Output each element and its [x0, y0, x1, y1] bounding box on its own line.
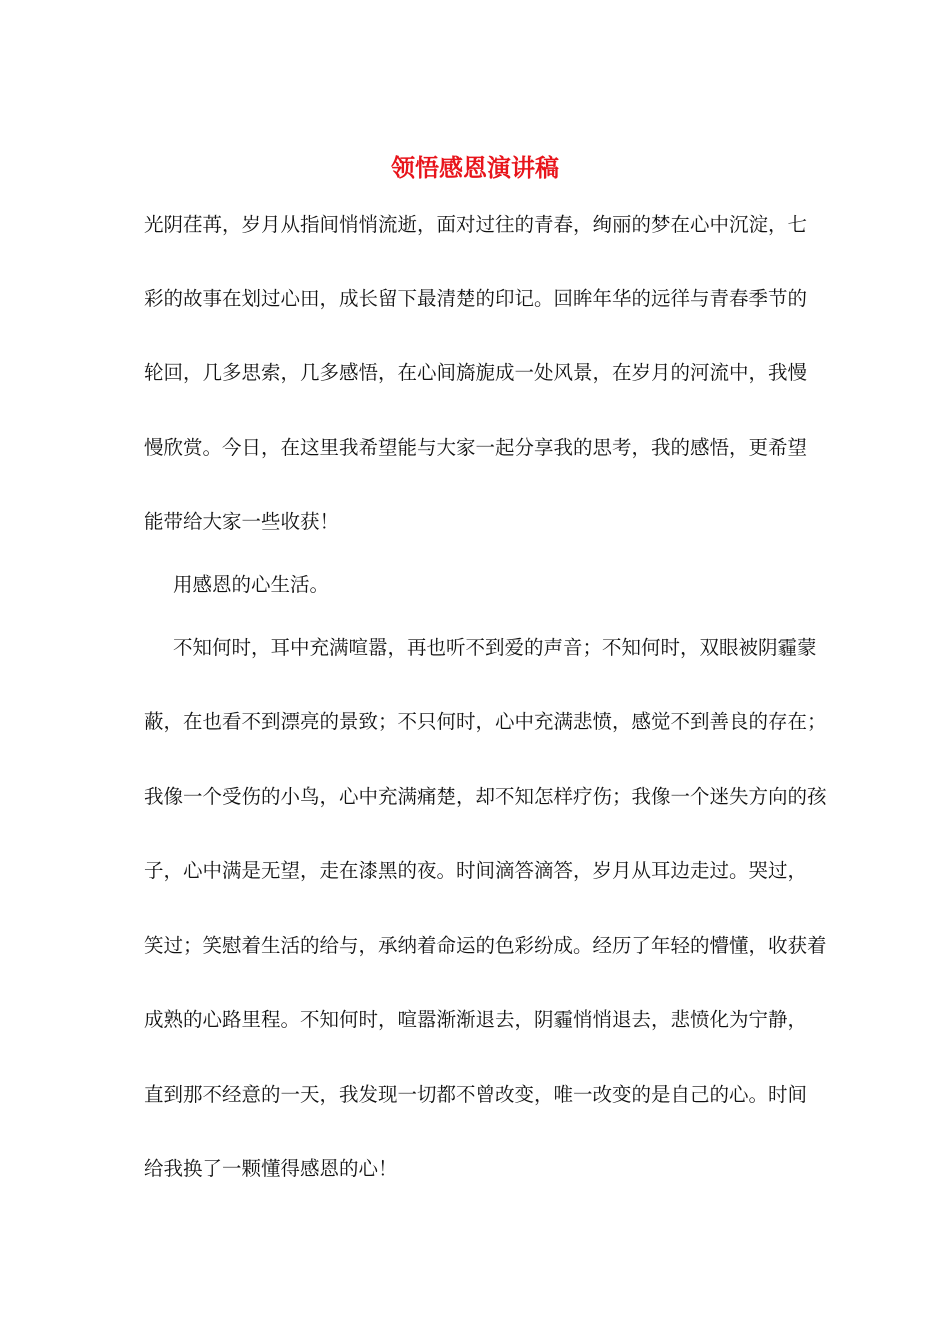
text-line: 轮回，几多思索，几多感悟，在心间旖旎成一处风景，在岁月的河流中，我慢 [144, 361, 808, 384]
text-line: 子，心中满是无望，走在漆黑的夜。时间滴答滴答，岁月从耳边走过。哭过， [144, 859, 808, 882]
text-line: 用感恩的心生活。 [173, 573, 330, 596]
text-line: 能带给大家一些收获！ [144, 510, 340, 533]
text-line: 直到那不经意的一天，我发现一切都不曾改变，唯一改变的是自己的心。时间 [144, 1083, 808, 1106]
text-line: 成熟的心路里程。不知何时，喧嚣渐渐退去，阴霾悄悄退去，悲愤化为宁静， [144, 1008, 808, 1031]
text-line: 不知何时，耳中充满喧嚣，再也听不到爱的声音；不知何时，双眼被阴霾蒙 [173, 636, 817, 659]
text-line: 给我换了一颗懂得感恩的心！ [144, 1157, 398, 1180]
text-line: 慢欣赏。今日，在这里我希望能与大家一起分享我的思考，我的感悟，更希望 [144, 436, 808, 459]
text-line: 光阴荏苒，岁月从指间悄悄流逝，面对过往的青春，绚丽的梦在心中沉淀，七 [144, 213, 808, 236]
document-title: 领悟感恩演讲稿 [391, 153, 559, 182]
text-line: 我像一个受伤的小鸟，心中充满痛楚，却不知怎样疗伤；我像一个迷失方向的孩 [144, 785, 827, 808]
text-line: 彩的故事在划过心田，成长留下最清楚的印记。回眸年华的远徉与青春季节的 [144, 287, 808, 310]
text-line: 笑过；笑慰着生活的给与，承纳着命运的色彩纷成。经历了年轻的懵懂，收获着 [144, 934, 827, 957]
text-line: 蔽，在也看不到漂亮的景致；不只何时，心中充满悲愤，感觉不到善良的存在； [144, 710, 827, 733]
